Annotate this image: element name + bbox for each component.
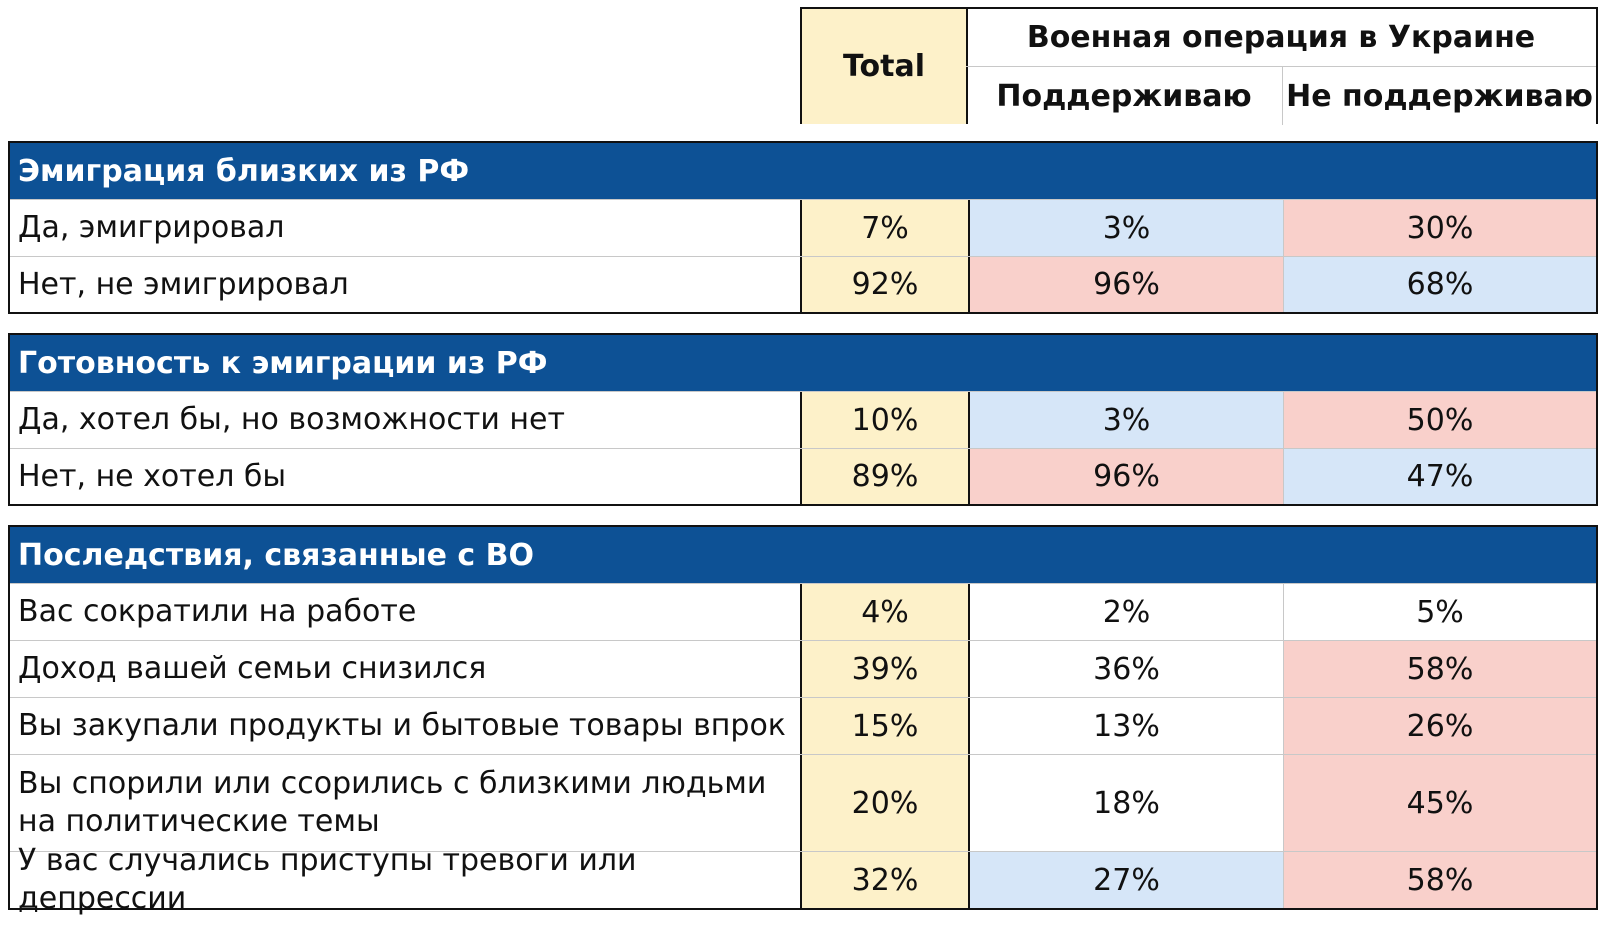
total-cell: 20% — [802, 755, 970, 851]
section-consequences — [8, 525, 1598, 916]
not-support-cell: 58% — [1284, 852, 1596, 908]
section-title: Готовность к эмиграции из РФ — [10, 335, 1596, 391]
support-cell: 3% — [970, 392, 1284, 448]
not-support-cell: 5% — [1284, 584, 1596, 640]
support-cell: 96% — [970, 449, 1284, 504]
support-column-header: Поддерживаю — [966, 67, 1283, 125]
support-cell: 36% — [970, 641, 1284, 697]
not-support-cell: 30% — [1284, 200, 1596, 256]
support-cell: 13% — [970, 698, 1284, 754]
total-cell: 92% — [802, 257, 970, 312]
total-cell: 39% — [802, 641, 970, 697]
table-row — [10, 754, 1596, 851]
group-column-header — [966, 7, 1598, 124]
total-cell: 15% — [802, 698, 970, 754]
total-cell: 7% — [802, 200, 970, 256]
section-title: Последствия, связанные с ВО — [10, 527, 1596, 583]
table-row — [10, 583, 1596, 640]
not-support-cell: 45% — [1284, 755, 1596, 851]
not-support-cell: 58% — [1284, 641, 1596, 697]
table-row — [10, 391, 1596, 448]
not-support-cell: 26% — [1284, 698, 1596, 754]
total-cell: 32% — [802, 852, 970, 908]
not-support-cell: 68% — [1284, 257, 1596, 312]
row-label: Вы закупали продукты и бытовые товары впрок — [10, 698, 802, 754]
table-row — [10, 697, 1596, 754]
row-label: Доход вашей семьи снизился — [10, 641, 802, 697]
row-label: Вас сократили на работе — [10, 584, 802, 640]
total-column-header: Total — [800, 7, 968, 124]
support-cell: 96% — [970, 257, 1284, 312]
table-row — [10, 448, 1596, 504]
group-subheaders — [966, 67, 1596, 125]
row-label: У вас случались приступы тревоги или депрессии — [10, 852, 802, 908]
row-label: Да, эмигрировал — [10, 200, 802, 256]
total-cell: 89% — [802, 449, 970, 504]
section-emigration-relatives — [8, 141, 1598, 314]
support-cell: 18% — [970, 755, 1284, 851]
section-title: Эмиграция близких из РФ — [10, 143, 1596, 199]
support-cell: 3% — [970, 200, 1284, 256]
row-label: Нет, не хотел бы — [10, 449, 802, 504]
total-cell: 10% — [802, 392, 970, 448]
row-label: Да, хотел бы, но возможности нет — [10, 392, 802, 448]
total-cell: 4% — [802, 584, 970, 640]
not-support-cell: 50% — [1284, 392, 1596, 448]
table-header — [0, 0, 1600, 124]
table-row — [10, 199, 1596, 256]
group-title: Военная операция в Украине — [966, 9, 1596, 67]
support-cell: 2% — [970, 584, 1284, 640]
section-emigration-readiness — [8, 333, 1598, 506]
support-cell: 27% — [970, 852, 1284, 908]
not-support-column-header: Не поддерживаю — [1286, 78, 1593, 114]
table-row — [10, 843, 1596, 916]
row-label: Нет, не эмигрировал — [10, 257, 802, 312]
row-label: Вы спорили или ссорились с близкими людьми на политические темы — [10, 755, 802, 851]
table-row — [10, 640, 1596, 697]
not-support-cell: 47% — [1284, 449, 1596, 504]
table-row — [10, 256, 1596, 312]
